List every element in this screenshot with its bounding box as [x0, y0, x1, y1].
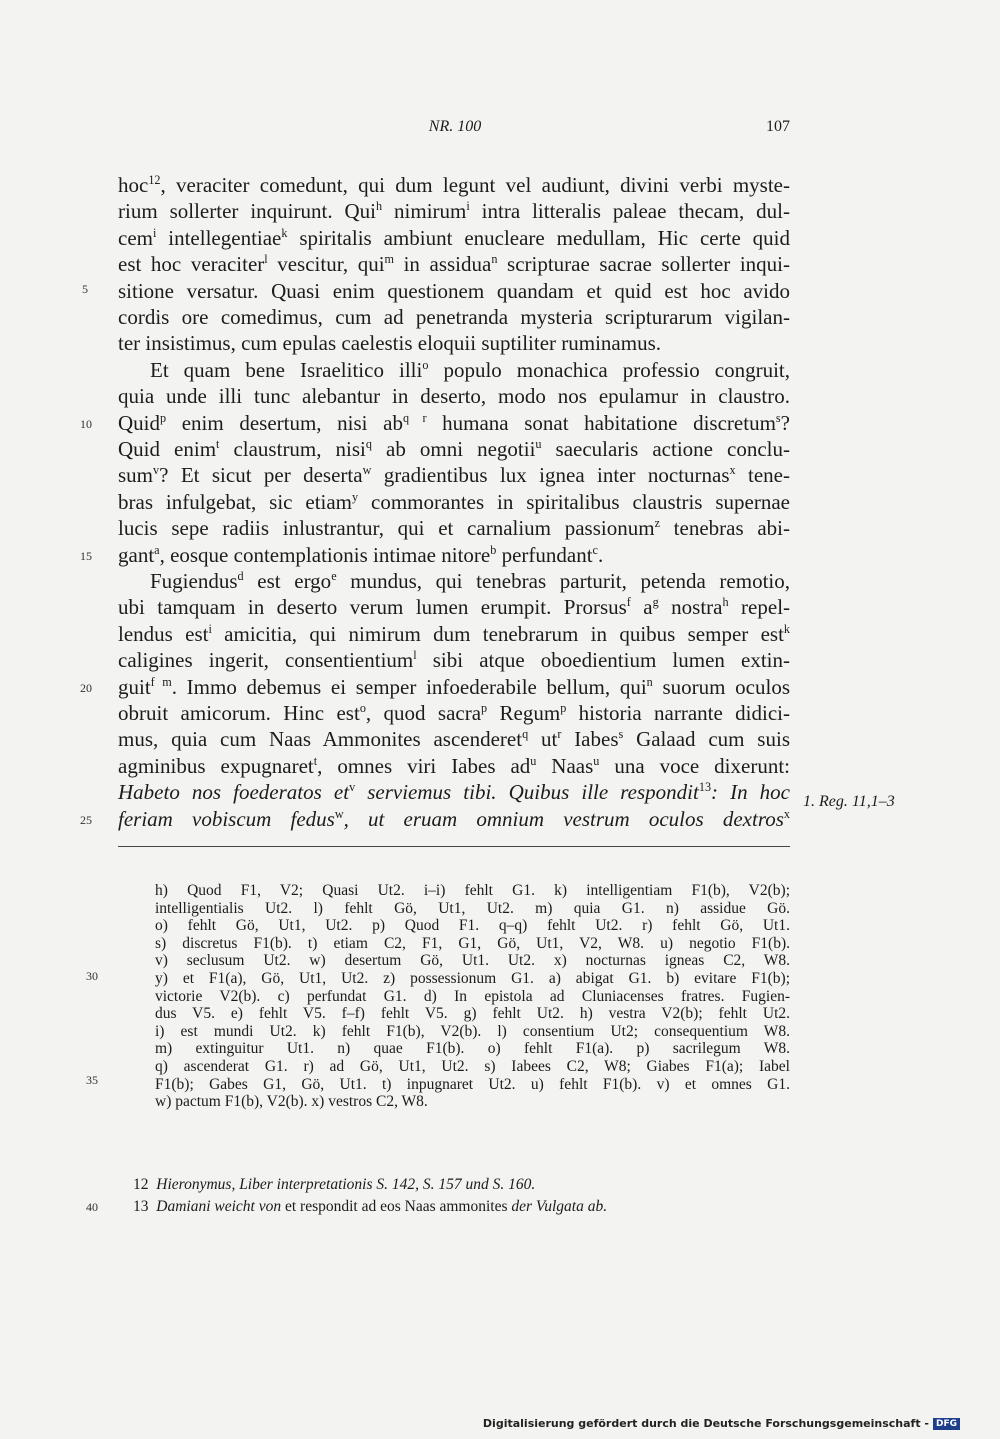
line-number-35: 35: [86, 1073, 98, 1087]
text-line-18: lendus est$^i$ amicitia, qui nimirum dum tenebrarum in quibus semper est$^k$: [118, 621, 790, 646]
text-line-19: caligines ingerit, consentientium$^l$ sibi atque oboedientium lumen extin-: [118, 648, 790, 673]
apparatus-line: v) seclusum Ut2. w) desertum Gö, Ut1. Ut2. x) nocturnas igneas C2, W8.: [155, 952, 790, 970]
text-line-22: mus, quia cum Naas Ammonites ascenderet$^q$ $ut^r$ Iabes$^s$ Galaad cum suis: [118, 727, 790, 752]
text-line-12: sum$^v$? Et sicut per deserta$^w$ gradientibus lux ignea inter nocturnas$^x$ tene-: [118, 463, 790, 488]
running-header-title: NR. 100: [428, 118, 482, 135]
dfg-logo: DFG: [933, 1418, 960, 1430]
text-line-3: cem$^i$ intellegentiae$^k$ spiritalis ambiunt enucleare medullam, Hic certe quid: [118, 225, 790, 250]
page-number: 107: [766, 118, 790, 135]
apparatus-line: w) pactum F1(b), V2(b). x) vestros C2, W8.: [155, 1093, 428, 1111]
apparatus-line: dus V5. e) fehlt V5. f–f) fehlt V5. g) fehlt Ut2. h) vestra V2(b); fehlt Ut2.: [155, 1005, 790, 1023]
text-line-7: ter insistimus, cum epulas caelestis eloquii suptiliter ruminamus.: [118, 331, 661, 356]
text-line-20: guit$^{f m}$. Immo debemus ei semper infoederabile bellum, qui$^n$ suorum oculos: [118, 674, 790, 699]
text-line-2: rium sollerter inquirunt. Qui$^h$ nimirum$^i$ intra litteralis paleae thecam, dul-: [118, 199, 791, 224]
apparatus-line: y) et F1(a), Gö, Ut1, Ut2. z) possessionum G1. a) abigat G1. b) evitare F1(b);: [155, 970, 790, 987]
text-line-21: obruit amicorum. Hinc est$^o$, quod sacra$^p$ Regum$^p$ historia narrante didici-: [118, 701, 790, 725]
line-number-25: 25: [80, 813, 92, 827]
dfg-credit-text: Digitalisierung gefördert durch die Deutsche Forschungsgemeinschaft -: [482, 1417, 929, 1430]
text-line-25: feriam vobiscum fedus$^w$, ut eruam omnium vestrum oculos dextros$^x$: [118, 806, 790, 831]
text-line-14: lucis sepe radiis inlustrantur, qui et carnalium passionum$^z$ tenebras abi-: [118, 516, 790, 541]
apparatus-line: m) extinguitur Ut1. n) quae F1(b). o) fehlt F1(a). p) sacrilegum W8.: [155, 1040, 790, 1058]
apparatus-line: s) discretus F1(b). t) etiam C2, F1, G1, Gö, Ut1, V2, W8. u) negotio F1(b).: [155, 934, 790, 952]
apparatus-line: q) ascenderat G1. r) ad Gö, Ut1, Ut2. s) Iabees C2, W8; Giabes F1(a); Iabel: [155, 1058, 790, 1075]
text-line-16: Fugiendus$^d$ est ergo$^e$ mundus, qui tenebras parturit, petenda remotio,: [150, 569, 790, 593]
margin-reference: 1. Reg. 11,1–3: [803, 793, 895, 810]
text-line-11: Quid enim$^t$ claustrum, nisi$^q$ ab omni negotii$^u$ saecularis actione conclu-: [118, 437, 790, 461]
source-note-12: 12 Hieronymus, Liber interpretationis S. 142, S. 157 und S. 160.: [133, 1176, 536, 1193]
text-line-15: gant$^a$, eosque contemplationis intimae nitore$^b$ perfundant$^c$.: [118, 542, 604, 567]
text-line-24: Habeto nos foederatos $et^v$ serviemus tibi. Quibus ille respondit$^{13}$: In hoc: [118, 780, 791, 805]
text-line-8: Et quam bene Israelitico illi$^o$ populo monachica professio congruit,: [150, 357, 790, 382]
line-number-5: 5: [82, 282, 88, 296]
text-line-13: bras infulgebat, sic etiam$^y$ commorantes in spiritalibus claustris supernae: [118, 489, 790, 514]
text-line-10: Quid$^p$ enim desertum, nisi $ab^{q r}$ humana sonat habitatione discretum$^s$?: [118, 410, 790, 435]
line-number-15: 15: [80, 549, 92, 563]
apparatus-line: F1(b); Gabes G1, Gö, Ut1. t) inpugnaret Ut2. u) fehlt F1(b). v) et omnes G1.: [155, 1075, 790, 1093]
text-line-17: ubi tamquam in deserto verum lumen erumpit. Prorsus$^f$ $a^g$ nostra$^h$ repel-: [118, 595, 791, 620]
apparatus-line: victorie V2(b). c) perfundat G1. d) In epistola ad Cluniacenses fratres. Fugien-: [155, 987, 790, 1005]
dfg-credit: [483, 1417, 960, 1430]
text-line-1: hoc$^{12}$, veraciter comedunt, qui dum legunt vel audiunt, divini verbi myste-: [118, 173, 790, 197]
text-line-5: sitione versatur. Quasi enim questionem quandam et quid est hoc avido: [118, 278, 790, 303]
text-line-23: agminibus expugnaret$^t$, omnes viri Iabes $ad^u$ Naas$^u$ una voce dixerunt:: [118, 753, 790, 778]
text-line-6: cordis ore comedimus, cum ad penetranda mysteria scripturarum vigilan-: [118, 305, 790, 329]
text-line-4: est hoc veraciter$^l$ vescitur, qui$^m$ in assidua$^n$ scripturae sacrae sollerter inqui-: [118, 252, 790, 277]
line-number-20: 20: [80, 681, 92, 695]
line-number-30: 30: [86, 969, 98, 983]
apparatus-line: o) fehlt Gö, Ut1, Ut2. p) Quod F1. q–q) fehlt Ut2. r) fehlt Gö, Ut1.: [155, 917, 790, 935]
apparatus-line: intelligentialis Ut2. l) fehlt Gö, Ut1, Ut2. m) quia G1. n) assidue Gö.: [155, 899, 790, 917]
line-number-10: 10: [80, 417, 92, 431]
line-number-40: 40: [86, 1200, 98, 1214]
apparatus-line: i) est mundi Ut2. k) fehlt F1(b), V2(b). l) consentium Ut2; consequentium W8.: [155, 1022, 790, 1040]
source-note-13: 13 Damiani weicht von et respondit ad eos Naas ammonites der Vulgata ab.: [133, 1198, 608, 1215]
footnote-divider: [118, 846, 790, 847]
apparatus-line: h) Quod F1, V2; Quasi Ut2. i–i) fehlt G1. k) intelligentiam F1(b), V2(b);: [155, 882, 790, 899]
text-line-9: quia unde illi tunc alebantur in deserto, modo nos epulamur in claustro.: [118, 384, 790, 409]
